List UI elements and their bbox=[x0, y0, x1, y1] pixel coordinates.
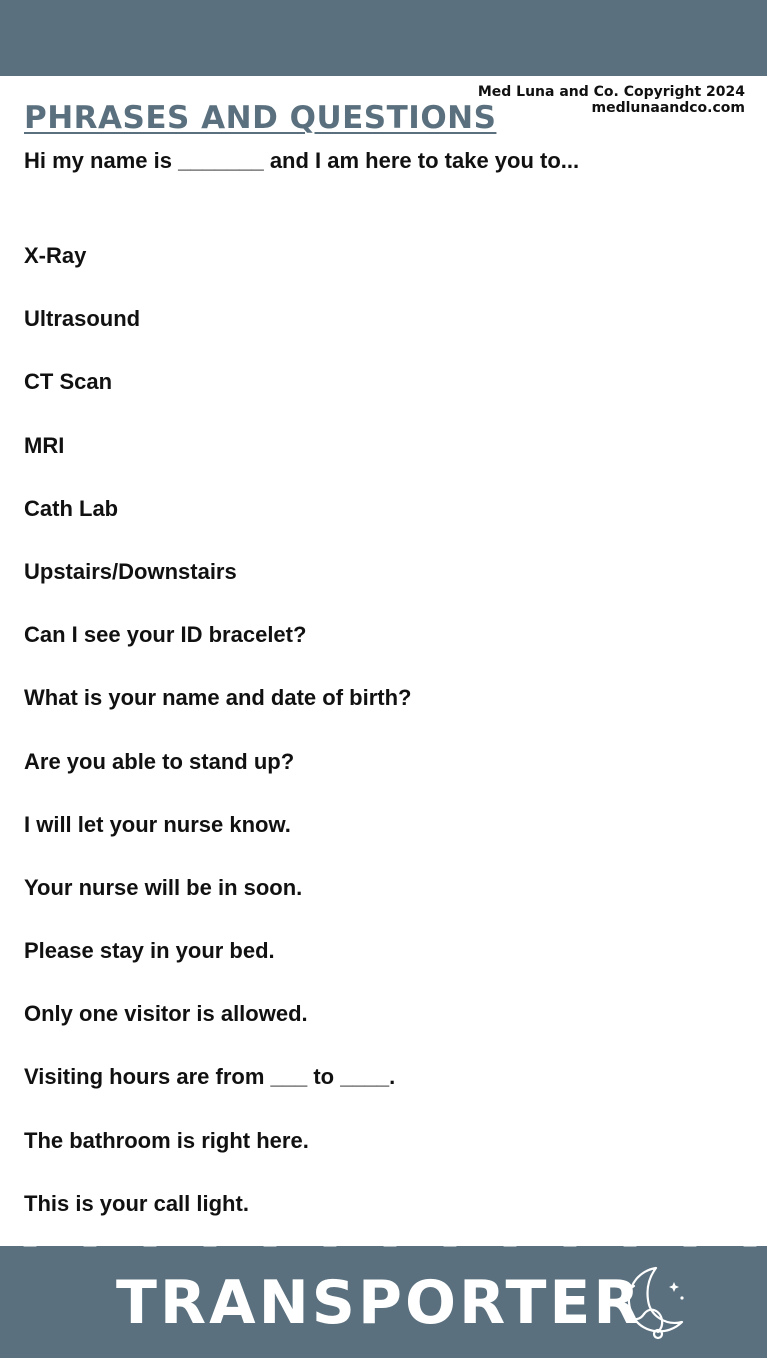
page-title: PHRASES AND QUESTIONS bbox=[24, 100, 497, 136]
phrase-item: What is your name and date of birth? bbox=[24, 685, 412, 711]
phrase-item: Only one visitor is allowed. bbox=[24, 1001, 308, 1027]
phrase-item: MRI bbox=[24, 432, 65, 458]
phrase-item: Your nurse will be in soon. bbox=[24, 874, 303, 900]
copyright-text: Med Luna and Co. Copyright 2024 bbox=[477, 84, 745, 100]
phrase-item: X-Ray bbox=[24, 243, 87, 268]
phrase-item: Are you able to stand up? bbox=[24, 748, 295, 774]
phrase-item: Cath Lab bbox=[24, 495, 119, 521]
top-banner bbox=[0, 0, 767, 76]
phrase-item: This is your call light. bbox=[24, 1190, 249, 1216]
phrase-item: CT Scan bbox=[24, 369, 113, 395]
phrase-item: Upstairs/Downstairs bbox=[24, 558, 237, 584]
phrase-item: Can I see your ID bracelet? bbox=[24, 622, 307, 648]
copyright-notice bbox=[478, 84, 745, 116]
phrase-item: The bathroom is right here. bbox=[24, 1127, 309, 1153]
phrase-item: Ultrasound bbox=[24, 306, 141, 332]
footer-title: TRANSPORTER bbox=[116, 1268, 643, 1338]
phrase-item: Visiting hours are from ___ to ____. bbox=[24, 1064, 396, 1090]
intro-phrase: Hi my name is _______ and I am here to take you to... bbox=[24, 148, 580, 173]
moon-stethoscope-icon bbox=[610, 1264, 692, 1340]
phrase-list bbox=[24, 242, 411, 1253]
phrase-item: Please stay in your bed. bbox=[24, 938, 275, 964]
phrase-item: I will let your nurse know. bbox=[24, 811, 291, 837]
website-text: medlunaandco.com bbox=[591, 100, 745, 116]
